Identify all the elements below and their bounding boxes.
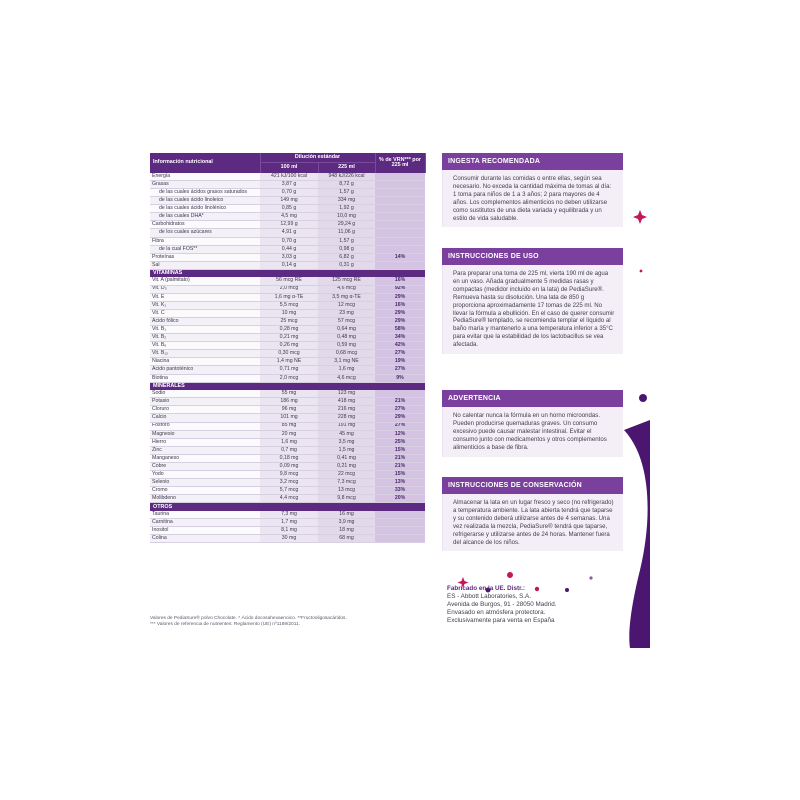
table-row: [150, 221, 425, 229]
value-225ml: 6,82 g: [318, 253, 375, 261]
table-row: [150, 197, 425, 205]
vrn-percent: [375, 511, 425, 519]
value-100ml: 56 mcg RE: [260, 277, 318, 285]
vrn-percent: 14%: [375, 253, 425, 261]
vrn-percent: [375, 189, 425, 197]
value-100ml: 0,70 g: [260, 189, 318, 197]
vrn-percent: 9%: [375, 374, 425, 382]
nutrient-label: Potasio: [150, 398, 260, 406]
vrn-percent: 16%: [375, 277, 425, 285]
table-section-header: [150, 269, 425, 277]
maker-line-2: Avenida de Burgos, 91 - 28050 Madrid.: [447, 600, 557, 608]
nutrient-label: de las cuales ácido linolénico: [150, 205, 260, 213]
footnote-line-2: *** Valores de referencia de nutrientes: Reglamento (UE) nº1169/2011.: [150, 622, 301, 628]
nutrient-label: Inositol: [150, 527, 260, 535]
table-row: [150, 229, 425, 237]
table-row: [150, 398, 425, 406]
vrn-percent: 15%: [375, 471, 425, 479]
nutrient-label: de la cual FOS**: [150, 245, 260, 253]
manufacturer-info: [447, 585, 627, 625]
uso-section: [442, 248, 623, 354]
vrn-percent: 27%: [375, 422, 425, 430]
value-225ml: 12 mcg: [318, 301, 375, 309]
vrn-percent: 34%: [375, 334, 425, 342]
value-225ml: 23 mg: [318, 309, 375, 317]
nutrient-label: Vit. A (palmitato): [150, 277, 260, 285]
advertencia-title: ADVERTENCIA: [442, 390, 623, 407]
value-225ml: 45 mg: [318, 430, 375, 438]
table-row: [150, 301, 425, 309]
value-225ml: 1,5 mg: [318, 446, 375, 454]
value-100ml: 1,6 mg: [260, 438, 318, 446]
value-100ml: 149 mg: [260, 197, 318, 205]
nutrition-table: [150, 153, 425, 543]
value-100ml: 5,5 mcg: [260, 301, 318, 309]
ingesta-section: [442, 153, 623, 227]
value-100ml: 0,71 mg: [260, 366, 318, 374]
value-100ml: 3,03 g: [260, 253, 318, 261]
value-225ml: 0,98 g: [318, 245, 375, 253]
dot-icon: [639, 394, 647, 402]
nutrient-label: Sodio: [150, 390, 260, 398]
table-row: [150, 261, 425, 269]
maker-line-3: Envasado en atmósfera protectora.: [447, 608, 546, 616]
table-row: [150, 479, 425, 487]
vrn-percent: 19%: [375, 358, 425, 366]
nutrient-label: Magnesio: [150, 430, 260, 438]
nutrient-label: Ácido pantoténico: [150, 366, 260, 374]
value-100ml: 0,44 g: [260, 245, 318, 253]
nutrient-label: Proteínas: [150, 253, 260, 261]
nutrient-label: Vit. K₁: [150, 301, 260, 309]
value-100ml: 2,0 mcg: [260, 374, 318, 382]
maker-line-1: ES - Abbott Laboratories, S.A.: [447, 592, 532, 600]
vrn-percent: 29%: [375, 293, 425, 301]
value-225ml: 9,8 mcg: [318, 495, 375, 503]
value-225ml: 1,57 g: [318, 237, 375, 245]
table-row: [150, 487, 425, 495]
value-100ml: 0,21 mg: [260, 334, 318, 342]
uso-body: Para preparar una toma de 225 ml, vierta 190 ml de agua en un vaso. Añada gradualmente 5 medidas rasas y compactas (medidor incluido en la lata) de PediaSure®. Remueva hasta su disolución. Una lata de 850 g proporciona aproximadamente 17 tomas de 225 ml. No llevar la fórmula a ebullición. En el caso de querer consumir PediaSure® templado, se recomienda templar el líquido al baño maría y mantenerlo a una temperatura inferior a 35°C para evitar que la estabilidad de los lactobacillus se vea afectada.: [442, 265, 623, 354]
uso-title: INSTRUCCIONES DE USO: [442, 248, 623, 265]
vrn-percent: 33%: [375, 487, 425, 495]
table-row: [150, 422, 425, 430]
value-100ml: 421 kJ/100 kcal: [260, 173, 318, 181]
conservacion-title: INSTRUCCIONES DE CONSERVACIÓN: [442, 477, 623, 494]
table-row: [150, 511, 425, 519]
table-row: [150, 350, 425, 358]
value-225ml: 68 mg: [318, 535, 375, 543]
value-225ml: 22 mcg: [318, 471, 375, 479]
table-row: [150, 205, 425, 213]
section-label: OTROS: [150, 503, 425, 511]
value-225ml: 4,6 mcg: [318, 285, 375, 293]
nutrient-label: Fibra: [150, 237, 260, 245]
value-100ml: 0,09 mg: [260, 463, 318, 471]
value-100ml: 4,4 mcg: [260, 495, 318, 503]
footnote-line-1: Valores de PediaSure® polvo Chocolate. * Ácido docosahexaenoico. **Fructooligosacáridos.: [150, 616, 347, 621]
value-225ml: 3,1 mg NE: [318, 358, 375, 366]
vrn-percent: [375, 535, 425, 543]
value-225ml: 3,5 mg α-TE: [318, 293, 375, 301]
vrn-percent: [375, 261, 425, 269]
value-225ml: 123 mg: [318, 390, 375, 398]
nutrient-label: Cloruro: [150, 406, 260, 414]
value-225ml: 0,64 mg: [318, 326, 375, 334]
nutrient-label: Grasas: [150, 180, 260, 188]
nutrient-label: Vit. B₁₂: [150, 350, 260, 358]
dot-icon: [589, 576, 592, 579]
dot-icon: [640, 270, 643, 273]
nutrient-label: Vit. C: [150, 309, 260, 317]
nutrient-label: Vit. B₁: [150, 326, 260, 334]
vrn-percent: 29%: [375, 309, 425, 317]
header-info: Información nutricional: [150, 153, 260, 173]
vrn-percent: 29%: [375, 414, 425, 422]
vrn-percent: 21%: [375, 463, 425, 471]
nutrient-label: Vit. B₂: [150, 334, 260, 342]
nutrient-label: Carnitina: [150, 519, 260, 527]
dot-icon: [507, 572, 513, 578]
table-row: [150, 285, 425, 293]
table-section-header: [150, 503, 425, 511]
vrn-percent: [375, 173, 425, 181]
vrn-percent: [375, 205, 425, 213]
value-225ml: 11,06 g: [318, 229, 375, 237]
vrn-percent: 29%: [375, 317, 425, 325]
ingesta-title: INGESTA RECOMENDADA: [442, 153, 623, 170]
table-row: [150, 366, 425, 374]
value-225ml: 0,31 g: [318, 261, 375, 269]
nutrient-label: Selenio: [150, 479, 260, 487]
value-100ml: 3,87 g: [260, 180, 318, 188]
value-100ml: 9,8 mcg: [260, 471, 318, 479]
value-225ml: 0,48 mg: [318, 334, 375, 342]
table-row: [150, 446, 425, 454]
section-label: VITAMINAS: [150, 269, 425, 277]
table-row: [150, 495, 425, 503]
nutrient-label: Vit. E: [150, 293, 260, 301]
vrn-percent: 16%: [375, 301, 425, 309]
table-row: [150, 406, 425, 414]
value-225ml: 3,5 mg: [318, 438, 375, 446]
value-100ml: 4,91 g: [260, 229, 318, 237]
value-100ml: 101 mg: [260, 414, 318, 422]
value-100ml: 186 mg: [260, 398, 318, 406]
table-row: [150, 342, 425, 350]
value-225ml: 57 mcg: [318, 317, 375, 325]
value-225ml: 0,59 mg: [318, 342, 375, 350]
nutrient-label: Zinc: [150, 446, 260, 454]
table-row: [150, 463, 425, 471]
value-100ml: 0,14 g: [260, 261, 318, 269]
value-225ml: 13 mcg: [318, 487, 375, 495]
nutrient-label: Colina: [150, 535, 260, 543]
value-100ml: 8,1 mg: [260, 527, 318, 535]
value-100ml: 1,4 mg NE: [260, 358, 318, 366]
value-225ml: 1,6 mg: [318, 366, 375, 374]
vrn-percent: 21%: [375, 398, 425, 406]
value-100ml: 0,28 mg: [260, 326, 318, 334]
table-row: [150, 180, 425, 188]
value-100ml: 0,7 mg: [260, 446, 318, 454]
value-100ml: 3,2 mcg: [260, 479, 318, 487]
sparkle-icon: [633, 210, 647, 224]
value-100ml: 85 mg: [260, 422, 318, 430]
vrn-percent: [375, 221, 425, 229]
vrn-percent: 58%: [375, 326, 425, 334]
value-225ml: 18 mg: [318, 527, 375, 535]
nutrient-label: Yodo: [150, 471, 260, 479]
table-row: [150, 535, 425, 543]
value-100ml: 1,6 mg α-TE: [260, 293, 318, 301]
nutrient-label: de los cuales azúcares: [150, 229, 260, 237]
nutrient-label: Vit. D₃: [150, 285, 260, 293]
value-225ml: 4,6 mcg: [318, 374, 375, 382]
header-vrn: % de VRN*** por 225 ml: [375, 153, 425, 173]
table-row: [150, 213, 425, 221]
conservacion-section: [442, 477, 623, 551]
vrn-percent: 92%: [375, 285, 425, 293]
value-100ml: 0,85 g: [260, 205, 318, 213]
vrn-percent: 21%: [375, 454, 425, 462]
table-row: [150, 414, 425, 422]
value-100ml: 1,7 mg: [260, 519, 318, 527]
table-row: [150, 454, 425, 462]
table-row: [150, 293, 425, 301]
vrn-percent: [375, 245, 425, 253]
table-row: [150, 326, 425, 334]
value-225ml: 191 mg: [318, 422, 375, 430]
vrn-percent: [375, 519, 425, 527]
nutrient-label: Fósforo: [150, 422, 260, 430]
value-225ml: 29,24 g: [318, 221, 375, 229]
section-label: MINERALES: [150, 382, 425, 390]
value-225ml: 948 kJ/226 kcal: [318, 173, 375, 181]
vrn-percent: 12%: [375, 430, 425, 438]
table-footnote: [150, 616, 440, 628]
header-225ml: 225 ml: [318, 163, 375, 173]
value-100ml: 12,99 g: [260, 221, 318, 229]
value-225ml: 125 mcg RE: [318, 277, 375, 285]
nutrition-table-body: [150, 173, 425, 543]
nutrient-label: Biotina: [150, 374, 260, 382]
value-225ml: 0,68 mcg: [318, 350, 375, 358]
value-100ml: 2,0 mcg: [260, 285, 318, 293]
value-100ml: 0,26 mg: [260, 342, 318, 350]
value-225ml: 216 mg: [318, 406, 375, 414]
maker-line-4: Exclusivamente para venta en España: [447, 616, 555, 624]
table-row: [150, 245, 425, 253]
nutrient-label: Carbohidratos: [150, 221, 260, 229]
value-100ml: 20 mg: [260, 430, 318, 438]
nutrient-label: Ácido fólico: [150, 317, 260, 325]
nutrient-label: Manganeso: [150, 454, 260, 462]
conservacion-body: Almacenar la lata en un lugar fresco y seco (no refrigerado) a temperatura ambiente. La lata abierta tendrá que taparse y su contenido deberá utilizarse antes de 4 semanas. Una vez realizada la mezcla, PediaSure® tendrá que taparse, refrigerarse y utilizarse antes de 24 horas. Mantener fuera del alcance de los niños.: [442, 494, 623, 551]
table-row: [150, 277, 425, 285]
vrn-percent: 13%: [375, 479, 425, 487]
vrn-percent: [375, 527, 425, 535]
value-225ml: 418 mg: [318, 398, 375, 406]
value-225ml: 8,72 g: [318, 180, 375, 188]
value-100ml: 30 mg: [260, 535, 318, 543]
value-100ml: 0,70 g: [260, 237, 318, 245]
vrn-percent: [375, 229, 425, 237]
nutrient-label: Taurina: [150, 511, 260, 519]
vrn-percent: 27%: [375, 350, 425, 358]
vrn-percent: 25%: [375, 438, 425, 446]
table-row: [150, 358, 425, 366]
table-row: [150, 189, 425, 197]
header-dilution: Dilución estándar: [260, 153, 375, 163]
value-225ml: 10,0 mg: [318, 213, 375, 221]
table-row: [150, 309, 425, 317]
nutrient-label: Vit. B₆: [150, 342, 260, 350]
value-100ml: 25 mcg: [260, 317, 318, 325]
nutrient-label: Sal: [150, 261, 260, 269]
vrn-percent: 27%: [375, 406, 425, 414]
advertencia-section: [442, 390, 623, 457]
value-100ml: 7,3 mg: [260, 511, 318, 519]
table-row: [150, 173, 425, 181]
nutrient-label: de las cuales ácido linoleico: [150, 197, 260, 205]
nutrient-label: Hierro: [150, 438, 260, 446]
value-100ml: 96 mg: [260, 406, 318, 414]
value-100ml: 10 mg: [260, 309, 318, 317]
vrn-percent: [375, 390, 425, 398]
table-row: [150, 519, 425, 527]
value-100ml: 55 mg: [260, 390, 318, 398]
nutrient-label: Cromo: [150, 487, 260, 495]
value-225ml: 1,57 g: [318, 189, 375, 197]
advertencia-body: No calentar nunca la fórmula en un horno microondas. Pueden producirse quemaduras graves. Un consumo excesivo puede causar malestar intestinal. Evitar el consumo junto con medicamentos y otros complementos alimenticios a base de fibra.: [442, 407, 623, 457]
nutrient-label: de las cuales DHA*: [150, 213, 260, 221]
vrn-percent: [375, 213, 425, 221]
value-225ml: 0,21 mg: [318, 463, 375, 471]
header-100ml: 100 ml: [260, 163, 318, 173]
table-row: [150, 317, 425, 325]
value-100ml: 0,18 mg: [260, 454, 318, 462]
table-row: [150, 374, 425, 382]
value-225ml: 7,3 mcg: [318, 479, 375, 487]
nutrient-label: Energía: [150, 173, 260, 181]
table-row: [150, 334, 425, 342]
vrn-percent: [375, 180, 425, 188]
table-row: [150, 253, 425, 261]
ingesta-body: Consumir durante las comidas o entre ellas, según sea necesario. No exceda la cantidad máxima de tomas al día: 1 toma para niños de 1 a 3 años; 2 para mayores de 4 años. Los complementos alimenticios no deben utilizarse como sustitutos de una dieta variada y equilibrada y un estilo de vida saludable.: [442, 170, 623, 227]
table-row: [150, 237, 425, 245]
vrn-percent: 20%: [375, 495, 425, 503]
table-row: [150, 390, 425, 398]
nutrient-label: de las cuales ácidos grasos saturados: [150, 189, 260, 197]
vrn-percent: 15%: [375, 446, 425, 454]
vrn-percent: 27%: [375, 366, 425, 374]
nutrient-label: Calcio: [150, 414, 260, 422]
value-225ml: 16 mg: [318, 511, 375, 519]
purple-wave-shape: [624, 420, 650, 648]
nutrient-label: Cobre: [150, 463, 260, 471]
value-225ml: 3,9 mg: [318, 519, 375, 527]
value-225ml: 228 mg: [318, 414, 375, 422]
maker-title: Fabricado en la UE. Distr.:: [447, 585, 526, 592]
vrn-percent: [375, 237, 425, 245]
value-225ml: 334 mg: [318, 197, 375, 205]
value-100ml: 0,30 mcg: [260, 350, 318, 358]
vrn-percent: [375, 197, 425, 205]
table-row: [150, 471, 425, 479]
nutrient-label: Niacina: [150, 358, 260, 366]
table-row: [150, 430, 425, 438]
table-row: [150, 438, 425, 446]
table-section-header: [150, 382, 425, 390]
value-100ml: 4,5 mg: [260, 213, 318, 221]
value-100ml: 5,7 mcg: [260, 487, 318, 495]
nutrient-label: Molibdeno: [150, 495, 260, 503]
value-225ml: 0,41 mg: [318, 454, 375, 462]
table-row: [150, 527, 425, 535]
value-225ml: 1,92 g: [318, 205, 375, 213]
vrn-percent: 42%: [375, 342, 425, 350]
